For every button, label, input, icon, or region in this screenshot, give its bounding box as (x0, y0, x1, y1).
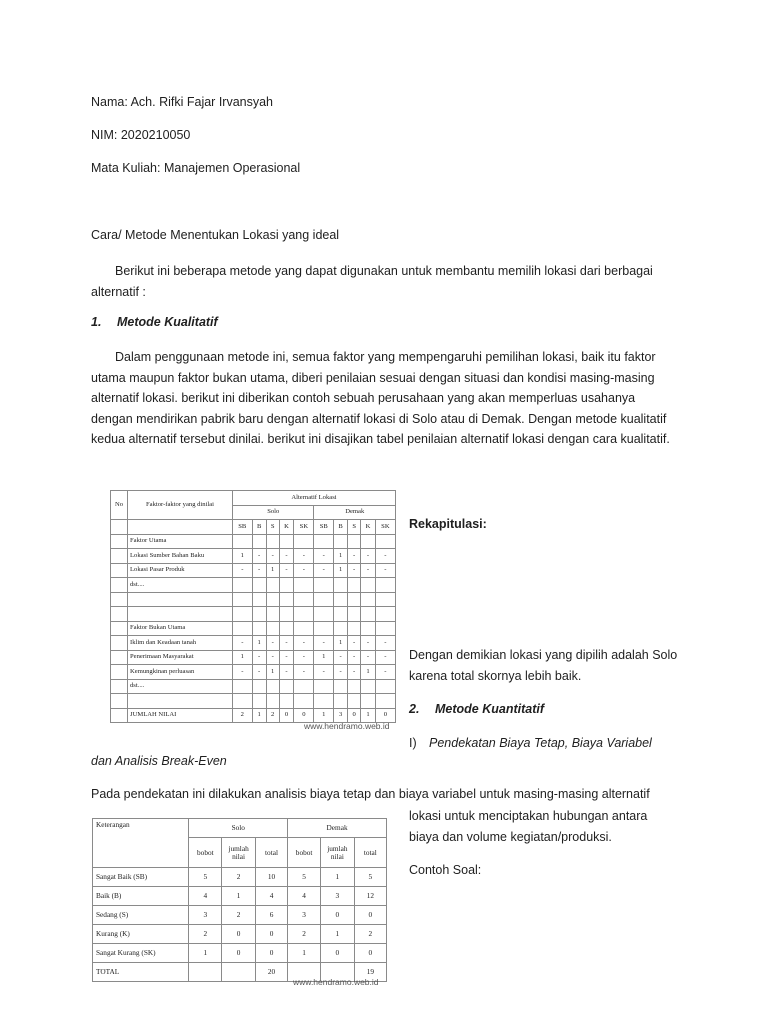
table1-cell: - (266, 636, 279, 651)
table1-cell: - (279, 650, 294, 665)
table2-cell: 2 (222, 906, 256, 925)
table1-no-cell (111, 534, 128, 549)
table1-cell: - (294, 549, 314, 564)
table1-cell: - (266, 549, 279, 564)
table2-cell: 5 (288, 868, 321, 887)
table1-no-cell (111, 665, 128, 680)
method2-sub-title-cont: dan Analisis Break-Even (91, 754, 227, 768)
table2-cell: 2 (354, 925, 386, 944)
table1-head-demak: Demak (314, 505, 396, 520)
table1-cell: - (348, 650, 361, 665)
table1-cell (314, 592, 334, 607)
table2-cell: 0 (321, 906, 355, 925)
table1-no-cell (111, 563, 128, 578)
table1-cell: 3 (334, 708, 348, 723)
table1-cell: - (252, 665, 266, 680)
table1-cell: - (334, 665, 348, 680)
table1-cell (279, 679, 294, 694)
table1-cell (334, 578, 348, 593)
table1-head-solo: Solo (233, 505, 314, 520)
table1-cell: - (361, 650, 376, 665)
table2-cell: 0 (255, 925, 287, 944)
table2-row-label: Baik (B) (93, 887, 189, 906)
table2-cell (189, 963, 222, 982)
table1-cell (314, 694, 334, 709)
table2-cell: 10 (255, 868, 287, 887)
example-label: Contoh Soal: (409, 863, 482, 877)
table2-cell: 12 (354, 887, 386, 906)
table1-cell: - (314, 665, 334, 680)
method1-number: 1. (91, 315, 102, 329)
table1-cell (375, 621, 395, 636)
table1-row-label: Iklim dan Keadaan tanah (128, 636, 233, 651)
table2-subhead: bobot (189, 838, 222, 868)
table1-cell (375, 534, 395, 549)
table1-cell: - (348, 636, 361, 651)
table1-cell (348, 694, 361, 709)
table1-cell: - (294, 665, 314, 680)
table1-head-no: No (111, 491, 128, 520)
table2-cell: 2 (288, 925, 321, 944)
table1-cell (279, 694, 294, 709)
table2-cell: 3 (189, 906, 222, 925)
table1-cell: 1 (314, 708, 334, 723)
table1-cell (294, 607, 314, 622)
table-row (111, 621, 396, 636)
table1-cell (375, 679, 395, 694)
table1-no-cell (111, 592, 128, 607)
table-row (93, 887, 387, 906)
table1-cell (361, 679, 376, 694)
table1-cell: 1 (334, 563, 348, 578)
table2-cell: 1 (189, 944, 222, 963)
table2-cell: 3 (321, 887, 355, 906)
table1-cell (334, 679, 348, 694)
table1-no-cell (111, 708, 128, 723)
table1-cell (266, 534, 279, 549)
table1-cell: - (361, 549, 376, 564)
table1-cell (361, 592, 376, 607)
table1-cell (314, 534, 334, 549)
table2-subhead: jumlah nilai (321, 838, 355, 868)
table1-cell: - (294, 563, 314, 578)
table1-cell: - (266, 650, 279, 665)
section-title: Cara/ Metode Menentukan Lokasi yang ideal (91, 228, 340, 242)
table1-head-factor: Faktor-faktor yang dinilai (128, 491, 233, 520)
table1-cell: 0 (294, 708, 314, 723)
table1-cell: - (252, 549, 266, 564)
table2-head-ket: Keterangan (93, 819, 189, 868)
table2-row-label: Sangat Baik (SB) (93, 868, 189, 887)
table1-no-cell (111, 578, 128, 593)
table1-subhead: S (348, 520, 361, 535)
table-row (93, 906, 387, 925)
table2-cell (222, 963, 256, 982)
table1-cell: - (361, 636, 376, 651)
table1-no-cell (111, 607, 128, 622)
table1-cell (334, 592, 348, 607)
table1-cell: 1 (334, 549, 348, 564)
table-row (111, 679, 396, 694)
table1-row-label: dst.... (128, 679, 233, 694)
table1-cell (279, 621, 294, 636)
table-row (111, 607, 396, 622)
table1-cell (252, 621, 266, 636)
table1-cell (294, 534, 314, 549)
method2-para-line1: Pada pendekatan ini dilakukan analisis biaya tetap dan biaya variabel untuk masing-masing alternatif (91, 787, 650, 801)
table1-cell (314, 578, 334, 593)
table1-cell: - (233, 665, 253, 680)
quantitative-score-table (92, 818, 387, 982)
table1-row-label: Lokasi Sumber Bahan Baku (128, 549, 233, 564)
table1-cell (266, 607, 279, 622)
table1-row-label (128, 607, 233, 622)
table2-cell: 19 (354, 963, 386, 982)
method1-heading (91, 315, 218, 329)
table1-cell (361, 607, 376, 622)
table1-row-label (128, 694, 233, 709)
table1-no-cell (111, 621, 128, 636)
table1-cell: - (314, 636, 334, 651)
table2-cell: 5 (189, 868, 222, 887)
table1-cell (348, 534, 361, 549)
method2-sub-number: I) (409, 736, 417, 750)
table-row (111, 534, 396, 549)
table2-row-label: Sedang (S) (93, 906, 189, 925)
table1-cell: - (294, 650, 314, 665)
table1-subhead: B (334, 520, 348, 535)
table2-cell: 3 (288, 906, 321, 925)
table1-subhead: SK (375, 520, 395, 535)
student-name: Nama: Ach. Rifki Fajar Irvansyah (91, 95, 274, 109)
method2-heading (409, 699, 689, 720)
table2-cell: 0 (354, 944, 386, 963)
table1-cell (348, 578, 361, 593)
table1-cell (252, 694, 266, 709)
table-row (111, 636, 396, 651)
table1-cell: 1 (252, 636, 266, 651)
table2-cell: 4 (189, 887, 222, 906)
table1-cell (294, 679, 314, 694)
table1-subhead: SB (233, 520, 253, 535)
table1-cell: - (348, 549, 361, 564)
table-row (111, 665, 396, 680)
table1-cell (266, 621, 279, 636)
table1-cell: 1 (361, 708, 376, 723)
table2-cell: 1 (222, 887, 256, 906)
table1-cell (252, 534, 266, 549)
recap-conclusion: Dengan demikian lokasi yang dipilih adalah Solo karena total skornya lebih baik. (409, 648, 678, 683)
table1-head-alt: Alternatif Lokasi (233, 491, 396, 506)
table1-row-label: JUMLAH NILAI (128, 708, 233, 723)
table2-cell: 5 (354, 868, 386, 887)
table1-cell (314, 621, 334, 636)
table1-no-cell (111, 636, 128, 651)
table1-cell (279, 534, 294, 549)
table1-cell (233, 578, 253, 593)
table1-cell: 0 (279, 708, 294, 723)
table1-cell: 1 (233, 549, 253, 564)
table1-watermark: www.hendramo.web.id (304, 721, 390, 731)
table2-cell: 2 (222, 868, 256, 887)
table1-no-cell (111, 679, 128, 694)
table1-cell (375, 578, 395, 593)
table1-cell (314, 679, 334, 694)
table1-cell (233, 592, 253, 607)
table1-sub-empty (111, 520, 128, 535)
table1-cell (279, 578, 294, 593)
table1-cell: - (279, 665, 294, 680)
table1-cell (233, 621, 253, 636)
table1-cell: - (375, 563, 395, 578)
table2-watermark: www.hendramo.web.id (293, 977, 379, 987)
table2-head-solo: Solo (189, 819, 288, 838)
table1-cell (334, 534, 348, 549)
method2-para-rest: lokasi untuk menciptakan hubungan antara biaya dan volume kegiatan/produksi. (409, 809, 648, 844)
table-row (111, 549, 396, 564)
table1-cell (294, 578, 314, 593)
table1-cell (348, 607, 361, 622)
table-row (111, 578, 396, 593)
table1-cell: - (314, 549, 334, 564)
table-row (111, 592, 396, 607)
table1-cell: 1 (233, 650, 253, 665)
table1-subhead: K (279, 520, 294, 535)
table1-cell (348, 592, 361, 607)
table1-cell (233, 607, 253, 622)
table1-cell: 2 (233, 708, 253, 723)
table-row (111, 563, 396, 578)
table2-subhead: total (354, 838, 386, 868)
qualitative-assessment-table (110, 490, 396, 723)
table1-cell: - (375, 549, 395, 564)
table2-cell: 1 (321, 925, 355, 944)
table1-cell (279, 607, 294, 622)
table1-cell: - (348, 665, 361, 680)
table1-row-label: Faktor Bukan Utama (128, 621, 233, 636)
table1-cell (266, 679, 279, 694)
table1-cell (294, 592, 314, 607)
table1-row-label: Penerimaan Masyarakat (128, 650, 233, 665)
table1-cell: - (314, 563, 334, 578)
table1-row-label: Lokasi Pasar Produk (128, 563, 233, 578)
table2-cell: 6 (255, 906, 287, 925)
table1-cell (294, 694, 314, 709)
table1-cell: 1 (314, 650, 334, 665)
table1-cell (252, 578, 266, 593)
table1-cell (334, 607, 348, 622)
table1-subhead: K (361, 520, 376, 535)
table1-cell: 1 (266, 665, 279, 680)
table1-sub-empty (128, 520, 233, 535)
table1-cell (279, 592, 294, 607)
table2-subhead: bobot (288, 838, 321, 868)
table1-no-cell (111, 650, 128, 665)
table1-row-label: Faktor Utama (128, 534, 233, 549)
method2-subheading (409, 733, 689, 754)
table1-cell: 1 (361, 665, 376, 680)
table1-cell (252, 607, 266, 622)
table2-cell: 20 (255, 963, 287, 982)
table1-cell: - (252, 650, 266, 665)
table1-row-label: dst.... (128, 578, 233, 593)
table1-cell: 2 (266, 708, 279, 723)
table2-subhead: total (255, 838, 287, 868)
table2-subhead: jumlah nilai (222, 838, 256, 868)
student-nim: NIM: 2020210050 (91, 128, 191, 142)
table2-cell: 1 (321, 868, 355, 887)
table-row (93, 925, 387, 944)
method2-sub-title: Pendekatan Biaya Tetap, Biaya Variabel (429, 736, 652, 750)
table1-cell (361, 694, 376, 709)
table1-cell: - (233, 563, 253, 578)
table2-cell: 0 (321, 944, 355, 963)
table1-cell (375, 592, 395, 607)
table2-cell: 0 (354, 906, 386, 925)
table2-cell: 2 (189, 925, 222, 944)
table1-cell (361, 534, 376, 549)
table1-cell (266, 578, 279, 593)
table1-cell (348, 621, 361, 636)
table1-cell (314, 607, 334, 622)
table1-subhead: B (252, 520, 266, 535)
table1-cell (334, 621, 348, 636)
method1-paragraph: Dalam penggunaan metode ini, semua faktor yang mempengaruhi pemilihan lokasi, baik itu faktor utama maupun faktor bukan utama, diberi penilaian sesuai dengan situasi dan kondisi masing-masing alternatif lokasi. berikut ini diberikan contoh sebuah perusahaan yang akan memperluas usahanya dengan mendirikan pabrik baru dengan alternatif lokasi di Solo atau di Demak. Dengan metode kualitatif kedua alternatif tersebut dinilai. berikut ini disajikan tabel penilaian alternatif lokasi dengan cara kualitatif. (91, 350, 670, 446)
table1-cell (294, 621, 314, 636)
table1-no-cell (111, 694, 128, 709)
table1-cell (375, 607, 395, 622)
table1-subhead: SK (294, 520, 314, 535)
table1-cell: - (348, 563, 361, 578)
table2-cell: 4 (255, 887, 287, 906)
course-name: Mata Kuliah: Manajemen Operasional (91, 161, 301, 175)
table1-subhead: S (266, 520, 279, 535)
table2-row-label: Sangat Kurang (SK) (93, 944, 189, 963)
table1-cell (252, 592, 266, 607)
table1-cell: - (279, 549, 294, 564)
table2-cell: 0 (255, 944, 287, 963)
method2-number: 2. (409, 702, 420, 716)
table-row (93, 868, 387, 887)
table1-cell: 1 (334, 636, 348, 651)
table1-row-label (128, 592, 233, 607)
table1-cell: - (233, 636, 253, 651)
recap-title: Rekapitulasi: (409, 517, 487, 531)
table1-cell: - (294, 636, 314, 651)
table-row (93, 944, 387, 963)
table2-row-label: TOTAL (93, 963, 189, 982)
table1-cell (233, 694, 253, 709)
table1-cell: 0 (375, 708, 395, 723)
table1-cell: - (361, 563, 376, 578)
table-row (111, 694, 396, 709)
table1-cell (233, 534, 253, 549)
table1-subhead: SB (314, 520, 334, 535)
table1-cell (361, 578, 376, 593)
table1-cell: - (375, 650, 395, 665)
table2-cell: 4 (288, 887, 321, 906)
table1-cell (375, 694, 395, 709)
table1-cell (348, 679, 361, 694)
method2-title: Metode Kuantitatif (435, 702, 545, 716)
table1-cell: 1 (266, 563, 279, 578)
table2-cell: 0 (222, 925, 256, 944)
intro-paragraph: Berikut ini beberapa metode yang dapat digunakan untuk membantu memilih lokasi dari berbagai alternatif : (91, 264, 653, 299)
table2-cell: 1 (288, 944, 321, 963)
table1-cell (252, 679, 266, 694)
table1-cell: 0 (348, 708, 361, 723)
table2-cell: 0 (222, 944, 256, 963)
table1-cell (266, 694, 279, 709)
table1-cell: - (375, 665, 395, 680)
table1-cell: - (252, 563, 266, 578)
table-row (111, 650, 396, 665)
table1-cell (233, 679, 253, 694)
table1-row-label: Kemungkinan perluasan (128, 665, 233, 680)
table1-cell: 1 (252, 708, 266, 723)
table1-cell: - (279, 563, 294, 578)
table1-no-cell (111, 549, 128, 564)
table1-cell: - (279, 636, 294, 651)
table2-row-label: Kurang (K) (93, 925, 189, 944)
table1-cell (266, 592, 279, 607)
table2-head-demak: Demak (288, 819, 387, 838)
method1-title: Metode Kualitatif (117, 315, 218, 329)
table1-cell (334, 694, 348, 709)
table1-cell: - (334, 650, 348, 665)
table1-cell (361, 621, 376, 636)
table1-cell: - (375, 636, 395, 651)
